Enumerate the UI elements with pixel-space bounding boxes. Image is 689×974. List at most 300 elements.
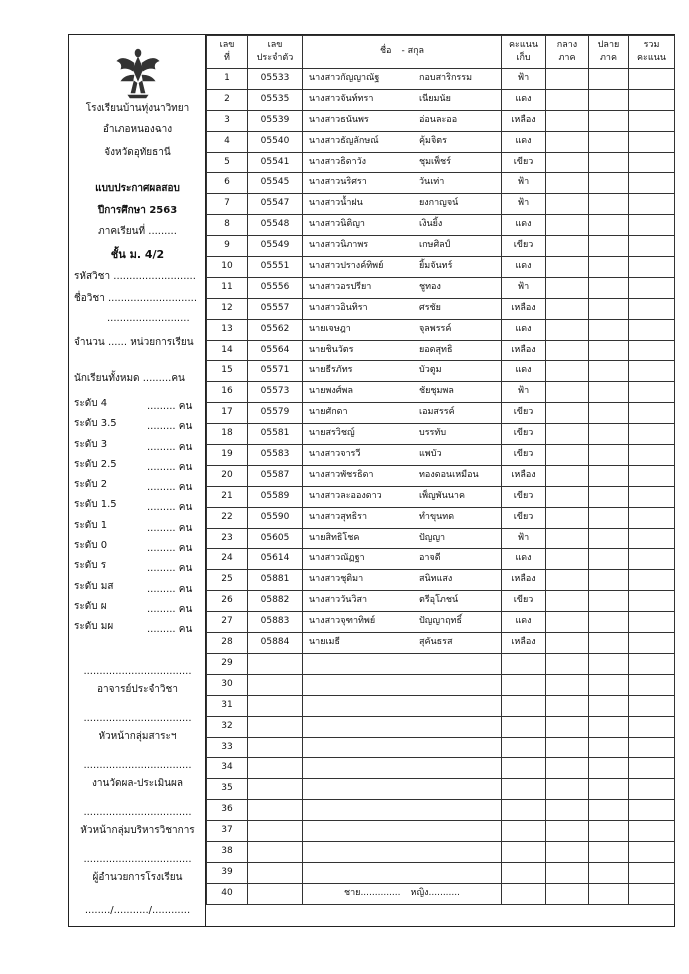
last-name: คุ้มจิตร [419,135,447,146]
collected-score [502,841,546,862]
last-name: ปัญญาฤทธิ์ [419,616,462,627]
table-row [207,549,675,570]
midterm-score [546,486,589,507]
student-id: 05545 [248,173,303,194]
collected-score [502,737,546,758]
table-row [207,758,675,779]
total-score [629,340,675,361]
signature-title: อาจารย์ประจำวิชา [97,684,178,695]
header-student-id: เลข ประจำตัว [248,36,303,69]
grade-summary [74,392,202,636]
table-row [207,507,675,528]
student-id [248,758,303,779]
row-number: 36 [207,800,248,821]
student-name [303,695,502,716]
last-name: แพบัว [419,449,442,460]
signature-entry [69,804,206,851]
total-score [629,382,675,403]
student-name [303,737,502,758]
collected-score [502,653,546,674]
student-id: 05541 [248,152,303,173]
collected-score: เขียว [502,591,546,612]
collected-score [502,821,546,842]
gender-count [303,883,502,904]
first-name: นางสาวนิติญา [309,219,365,230]
row-number: 11 [207,277,248,298]
row-number: 26 [207,591,248,612]
last-name: สุคันธรส [419,637,453,648]
header-collected-score: คะแนน เก็บ [502,36,546,69]
student-id: 05551 [248,257,303,278]
first-name: นายสิทธิโชค [309,532,360,543]
table-row-summary [207,883,675,904]
last-name: อาจดี [419,553,441,564]
midterm-score [546,194,589,215]
grade-count: ......... คน [147,624,193,636]
semester: ภาคเรียนที่ ......... [98,226,177,237]
subject-name: ชื่อวิชา ............................ [74,293,197,304]
midterm-score [546,779,589,800]
midterm-score [546,758,589,779]
last-name: ศรชัย [419,302,441,313]
class-level: ชั้น ม. 4/2 [110,248,165,261]
date-line: ......../.........../............ [84,905,191,916]
total-score [629,821,675,842]
midterm-score [546,257,589,278]
collected-score: เหลือง [502,570,546,591]
final-score [589,612,629,633]
collected-score: เขียว [502,486,546,507]
table-row [207,152,675,173]
first-name: นางสาวจุฑาทิพย์ [309,616,376,627]
student-id [248,800,303,821]
student-name [303,549,502,570]
student-id: 05573 [248,382,303,403]
total-score [629,653,675,674]
total-score [629,319,675,340]
collected-score: แดง [502,89,546,110]
student-id: 05589 [248,486,303,507]
total-score [629,591,675,612]
first-name: นางสาวละอองดาว [309,490,382,501]
signature-line: .................................. [83,807,192,818]
student-name [303,361,502,382]
first-name: นางสาวนิภาพร [309,240,369,251]
district: อำเภอหนองฉาง [102,124,173,135]
table-row [207,674,675,695]
row-number: 17 [207,403,248,424]
final-score [589,110,629,131]
table-row [207,528,675,549]
collected-score: แดง [502,215,546,236]
final-score [589,737,629,758]
collected-score [502,758,546,779]
midterm-score [546,716,589,737]
grade-label: ระดับ 1.5 [74,499,117,511]
total-score [629,841,675,862]
midterm-score [546,131,589,152]
collected-score: เหลือง [502,110,546,131]
final-score [589,862,629,883]
final-score [589,821,629,842]
student-name [303,758,502,779]
midterm-score [546,549,589,570]
total-score [629,257,675,278]
grade-label: ระดับ 0 [74,540,108,552]
final-score [589,319,629,340]
total-score [629,800,675,821]
grade-line [74,453,202,473]
final-score [589,653,629,674]
student-id: 05535 [248,89,303,110]
table-row [207,570,675,591]
final-score [589,445,629,466]
student-name [303,612,502,633]
student-name [303,507,502,528]
final-score [589,758,629,779]
signature-title: ผู้อำนวยการโรงเรียน [92,872,183,883]
signature-entry [69,851,206,898]
last-name: อ่อนละออ [419,114,458,125]
student-name [303,277,502,298]
first-name: นางสาวอินทิรา [309,302,368,313]
row-number: 32 [207,716,248,737]
first-name: นายธีรภัทร [309,365,353,376]
table-row [207,89,675,110]
final-score [589,277,629,298]
collected-score: แดง [502,549,546,570]
total-score [629,194,675,215]
total-score [629,612,675,633]
collected-score: เหลือง [502,298,546,319]
student-table-area [206,35,674,926]
total-score [629,215,675,236]
row-number: 13 [207,319,248,340]
collected-score: เขียว [502,424,546,445]
student-name [303,800,502,821]
total-score [629,549,675,570]
total-score [629,883,675,904]
student-id: 05571 [248,361,303,382]
table-row [207,841,675,862]
last-name: เนียมนัย [419,93,451,104]
final-score [589,674,629,695]
total-score [629,674,675,695]
midterm-score [546,737,589,758]
final-score [589,633,629,654]
last-name: เพ็ญพันนาค [419,490,465,501]
final-score [589,591,629,612]
grade-count: ......... คน [147,441,193,453]
final-score [589,131,629,152]
total-score [629,152,675,173]
student-name [303,319,502,340]
midterm-score [546,570,589,591]
table-row [207,298,675,319]
collected-score: ฟ้า [502,528,546,549]
student-name [303,257,502,278]
collected-score: เหลือง [502,633,546,654]
midterm-score [546,298,589,319]
row-number: 8 [207,215,248,236]
final-score [589,236,629,257]
table-row [207,69,675,90]
grade-label: ระดับ 4 [74,398,108,409]
table-row [207,236,675,257]
female-count: หญิง........... [410,887,460,898]
signature-line: .................................. [83,666,192,677]
student-id: 05533 [248,69,303,90]
student-name [303,152,502,173]
collected-score: แดง [502,257,546,278]
student-name [303,591,502,612]
final-score [589,403,629,424]
final-score [589,257,629,278]
final-score [589,507,629,528]
final-score [589,528,629,549]
midterm-score [546,465,589,486]
student-id [248,883,303,904]
grade-count: ......... คน [147,522,193,534]
total-score [629,110,675,131]
table-row [207,277,675,298]
table-row [207,821,675,842]
row-number: 1 [207,69,248,90]
student-id: 05883 [248,612,303,633]
student-name [303,215,502,236]
grade-line [74,575,202,595]
signature-entry [69,710,206,757]
midterm-score [546,507,589,528]
row-number: 27 [207,612,248,633]
collected-score [502,674,546,695]
table-row [207,131,675,152]
header-name: ชื่อ - สกุล [303,36,502,69]
student-name [303,570,502,591]
student-name [303,486,502,507]
student-id: 05549 [248,236,303,257]
collected-score [502,695,546,716]
table-row [207,382,675,403]
final-score [589,194,629,215]
school-name: โรงเรียนบ้านทุ่งนาวิทยา [85,103,190,114]
first-name: นางสาวธิดาวัง [309,156,367,167]
signature-line: .................................. [83,713,192,724]
table-row [207,215,675,236]
grade-label: ระดับ มส [74,580,114,592]
student-id: 05590 [248,507,303,528]
table-row [207,110,675,131]
table-row [207,612,675,633]
student-id: 05579 [248,403,303,424]
table-row [207,445,675,466]
collected-score: ฟ้า [502,69,546,90]
student-id: 05605 [248,528,303,549]
student-name [303,821,502,842]
collected-score: ฟ้า [502,194,546,215]
midterm-score [546,695,589,716]
collected-score: แดง [502,612,546,633]
student-name [303,841,502,862]
collected-score: เขียว [502,445,546,466]
total-score [629,758,675,779]
exam-result-sheet [68,34,675,927]
last-name: บรรทับ [419,428,447,439]
first-name: นางสาวจารวี [309,449,361,460]
midterm-score [546,403,589,424]
collected-score [502,800,546,821]
final-score [589,716,629,737]
table-row [207,653,675,674]
grade-label: ระดับ มผ [74,621,114,633]
table-row [207,695,675,716]
table-row [207,633,675,654]
table-row [207,424,675,445]
student-name [303,298,502,319]
student-id: 05548 [248,215,303,236]
first-name: นางสาวอรปรียา [309,281,372,292]
final-score [589,549,629,570]
final-score [589,361,629,382]
grade-label: ระดับ 2 [74,479,108,491]
row-number: 24 [207,549,248,570]
first-name: นางสาวธัญลักษณ์ [309,135,379,146]
final-score [589,152,629,173]
student-name [303,403,502,424]
total-score [629,236,675,257]
grade-count: ......... คน [147,563,193,575]
table-row [207,319,675,340]
row-number: 30 [207,674,248,695]
total-score [629,716,675,737]
midterm-score [546,173,589,194]
row-number: 20 [207,465,248,486]
student-id [248,821,303,842]
student-name [303,424,502,445]
signature-title: งานวัดผล-ประเมินผล [92,778,183,789]
student-id [248,737,303,758]
total-score [629,298,675,319]
last-name: ทองดอนเหมือน [419,469,479,480]
student-id [248,653,303,674]
final-score [589,465,629,486]
last-name: ตรีอุโภชน์ [419,595,459,606]
subject-code: รหัสวิชา .......................... [74,271,196,282]
midterm-score [546,862,589,883]
final-score [589,800,629,821]
table-row [207,361,675,382]
final-score [589,424,629,445]
midterm-score [546,424,589,445]
student-id [248,695,303,716]
grade-line [74,392,202,412]
first-name: นายชินวัตร [309,344,354,355]
midterm-score [546,821,589,842]
total-score [629,403,675,424]
row-number: 22 [207,507,248,528]
first-name: นางสาวธนันพร [309,114,369,125]
first-name: นายพงศ์พล [309,386,353,397]
header-total: รวม คะแนน [629,36,675,69]
midterm-score [546,361,589,382]
final-score [589,340,629,361]
student-id: 05540 [248,131,303,152]
student-id: 05557 [248,298,303,319]
student-name [303,69,502,90]
midterm-score [546,633,589,654]
table-row [207,340,675,361]
header-midterm: กลาง ภาค [546,36,589,69]
grade-label: ระดับ 3.5 [74,418,117,430]
first-name: นายเจษฎา [309,323,351,334]
row-number: 39 [207,862,248,883]
student-id [248,779,303,800]
grade-line [74,534,202,554]
last-name: ทำขุนทด [419,511,455,522]
first-name: นางสาวจันท์ทรา [309,93,374,104]
final-score [589,570,629,591]
midterm-score [546,69,589,90]
grade-count: ......... คน [147,461,193,473]
student-id: 05556 [248,277,303,298]
midterm-score [546,319,589,340]
table-row [207,257,675,278]
table-header [207,36,675,69]
student-id: 05547 [248,194,303,215]
student-name [303,131,502,152]
collected-score: เขียว [502,152,546,173]
total-score [629,131,675,152]
student-name [303,653,502,674]
student-name [303,779,502,800]
first-name: นางสาวพัชรธิดา [309,469,374,480]
final-score [589,841,629,862]
student-name [303,236,502,257]
last-name: เงินยิ้ง [419,219,443,230]
table-row [207,779,675,800]
table-row [207,737,675,758]
table-row [207,486,675,507]
row-number: 5 [207,152,248,173]
row-number: 33 [207,737,248,758]
signature-line: .................................. [83,760,192,771]
student-name [303,445,502,466]
student-name [303,89,502,110]
table-row [207,173,675,194]
collected-score: แดง [502,131,546,152]
final-score [589,69,629,90]
student-id: 05614 [248,549,303,570]
grade-line [74,493,202,513]
total-score [629,89,675,110]
first-name: นางสาวนริศรา [309,177,367,188]
collected-score: เขียว [502,403,546,424]
row-number: 34 [207,758,248,779]
midterm-score [546,110,589,131]
total-score [629,507,675,528]
row-number: 29 [207,653,248,674]
row-number: 31 [207,695,248,716]
collected-score: ฟ้า [502,277,546,298]
total-score [629,424,675,445]
total-score [629,695,675,716]
last-name: ยิ้มจันทร์ [419,261,453,272]
student-name [303,528,502,549]
grade-count: ......... คน [147,583,193,595]
row-number: 10 [207,257,248,278]
student-id: 05562 [248,319,303,340]
last-name: บัวตูม [419,365,442,376]
